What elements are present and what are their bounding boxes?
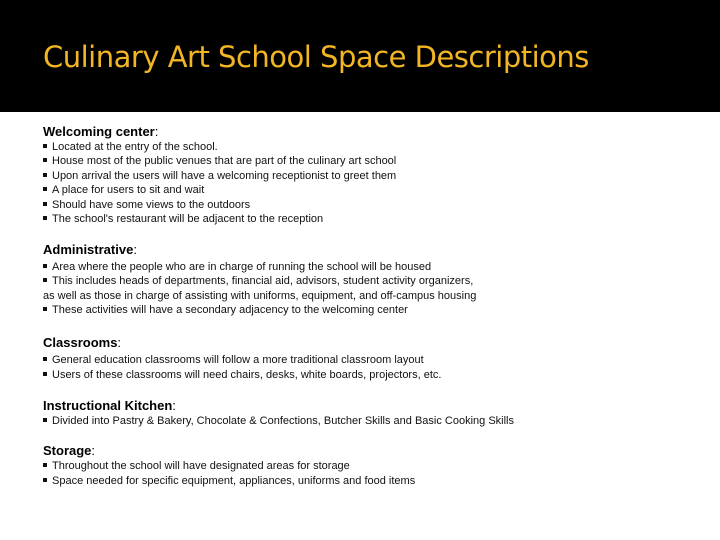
bullet-icon [43,202,47,206]
list-item: Divided into Pastry & Bakery, Chocolate & Confections, Butcher Skills and Basic Cooking Skills [43,414,514,428]
bullet-icon [43,278,47,282]
list-item: This includes heads of departments, financial aid, advisors, student activity organizers, [43,274,473,288]
slide-title: Culinary Art School Space Descriptions [43,40,589,74]
list-item: Users of these classrooms will need chairs, desks, white boards, projectors, etc. [43,368,441,382]
list-item: The school's restaurant will be adjacent to the reception [43,212,323,226]
section-heading: Classrooms: [43,335,122,350]
bullet-icon [43,463,47,467]
section-heading: Instructional Kitchen: [43,398,176,413]
bullet-icon [43,216,47,220]
section-heading: Administrative: [43,242,137,257]
bullet-icon [43,173,47,177]
section-heading: Welcoming center: [43,124,159,139]
list-item: House most of the public venues that are part of the culinary art school [43,154,396,168]
bullet-icon [43,158,47,162]
list-item-continuation: as well as those in charge of assisting with uniforms, equipment, and off-campus housing [43,290,477,302]
bullet-icon [43,307,47,311]
list-item: A place for users to sit and wait [43,183,204,197]
list-item: These activities will have a secondary adjacency to the welcoming center [43,303,408,317]
list-item: Should have some views to the outdoors [43,198,250,212]
list-item: Upon arrival the users will have a welcoming receptionist to greet them [43,169,396,183]
title-bar [0,0,720,112]
list-item: Space needed for specific equipment, appliances, uniforms and food items [43,474,415,488]
bullet-icon [43,418,47,422]
list-item: Area where the people who are in charge of running the school will be housed [43,260,431,274]
bullet-icon [43,144,47,148]
list-item: General education classrooms will follow a more traditional classroom layout [43,353,424,367]
bullet-icon [43,187,47,191]
list-item: Throughout the school will have designated areas for storage [43,459,350,473]
bullet-icon [43,372,47,376]
bullet-icon [43,478,47,482]
list-item: Located at the entry of the school. [43,140,218,154]
section-heading: Storage: [43,443,96,458]
bullet-icon [43,264,47,268]
bullet-icon [43,357,47,361]
